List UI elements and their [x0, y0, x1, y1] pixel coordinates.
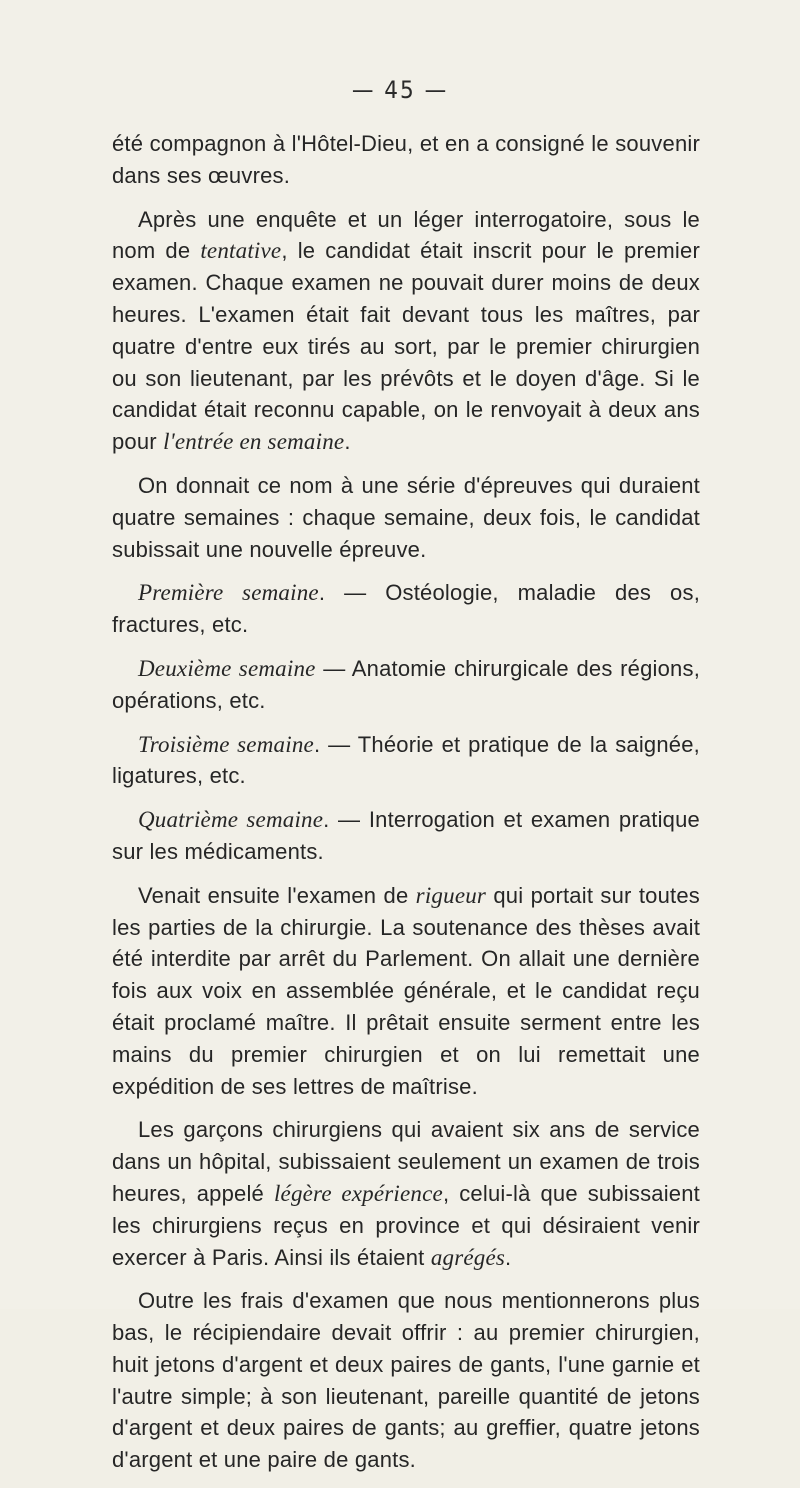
- text-run: .: [505, 1244, 512, 1270]
- paragraph: [112, 128, 700, 192]
- text-run: . — Théorie et pratique de la saignée, ligatures, etc.: [112, 731, 700, 789]
- text-run: , celui-là que subissaient les chirurgiens reçus en province et qui désiraient venir exercer à Paris. Ainsi ils étaient: [112, 1180, 700, 1270]
- italic-term: agrégés: [430, 1244, 506, 1270]
- italic-term: tentative: [200, 238, 282, 264]
- italic-term: Troisième semaine: [138, 731, 314, 757]
- italic-term: Première semaine: [138, 580, 319, 606]
- paragraph: [112, 729, 700, 793]
- paragraph: [112, 1114, 700, 1273]
- italic-term: l'entrée en semaine: [163, 429, 345, 455]
- paragraph: [112, 577, 700, 641]
- text-run: Après une enquête et un léger interrogatoire, sous le nom de: [112, 206, 700, 264]
- text-run: , le candidat était inscrit pour le premier examen. Chaque examen ne pouvait durer moins de deux heures. L'examen était fait devant tous les maîtres, par quatre d'entre eux tirés au sort, par le premier chirurgien ou son lieutenant, par les prévôts et le doyen d'âge. Si le candidat était reconnu capable, on le renvoyait à deux ans pour: [112, 238, 700, 455]
- paragraph: [112, 1285, 700, 1476]
- text-run: . — Ostéologie, maladie des os, fractures, etc.: [112, 580, 701, 638]
- text-run: Les garçons chirurgiens qui avaient six ans de service dans un hôpital, subissaient seulement un examen de trois heures, appelé: [112, 1117, 700, 1206]
- text-run: . — Interrogation et examen pratique sur les médicaments.: [112, 807, 700, 864]
- paragraph: [112, 470, 700, 565]
- text-run: été compagnon à l'Hôtel-Dieu, et en a consigné le souvenir dans ses œuvres.: [112, 131, 700, 188]
- paragraph: [112, 204, 700, 458]
- paragraph: [112, 653, 700, 717]
- paragraph: [112, 880, 700, 1103]
- text-run: .: [344, 429, 351, 455]
- text-run: qui portait sur toutes les parties de la chirurgie. La soutenance des thèses avait été interdite par arrêt du Parlement. On allait une dernière fois aux voix en assemblée générale, et le candidat reçu était proclamé maître. Il prêtait ensuite serment entre les mains du premier chirurgien et on lui remettait une expédition de ses lettres de maîtrise.: [112, 882, 700, 1099]
- italic-term: Quatrième semaine: [138, 807, 324, 833]
- text-run: Venait ensuite l'examen de: [138, 882, 416, 908]
- text-run: On donnait ce nom à une série d'épreuves qui duraient quatre semaines : chaque semaine, deux fois, le candidat subissait une nouvelle épreuve.: [112, 472, 700, 562]
- text-run: Outre les frais d'examen que nous mentionnerons plus bas, le récipiendaire devait offrir : au premier chirurgien, huit jetons d'argent et deux paires de gants, l'une garnie et l'autre simple; à son lieutenant, pareille quantité de jetons d'argent et deux paires de gants; au greffier, quatre jetons d'argent et une paire de gants.: [112, 1288, 700, 1473]
- italic-term: Deuxième semaine: [138, 655, 316, 681]
- page-number: — 45 —: [351, 76, 449, 104]
- italic-term: légère expérience: [273, 1180, 443, 1206]
- italic-term: rigueur: [415, 882, 487, 908]
- text-run: — Anatomie chirurgicale des régions, opérations, etc.: [112, 655, 701, 713]
- body-text: [112, 128, 700, 1488]
- paragraph: [112, 804, 700, 868]
